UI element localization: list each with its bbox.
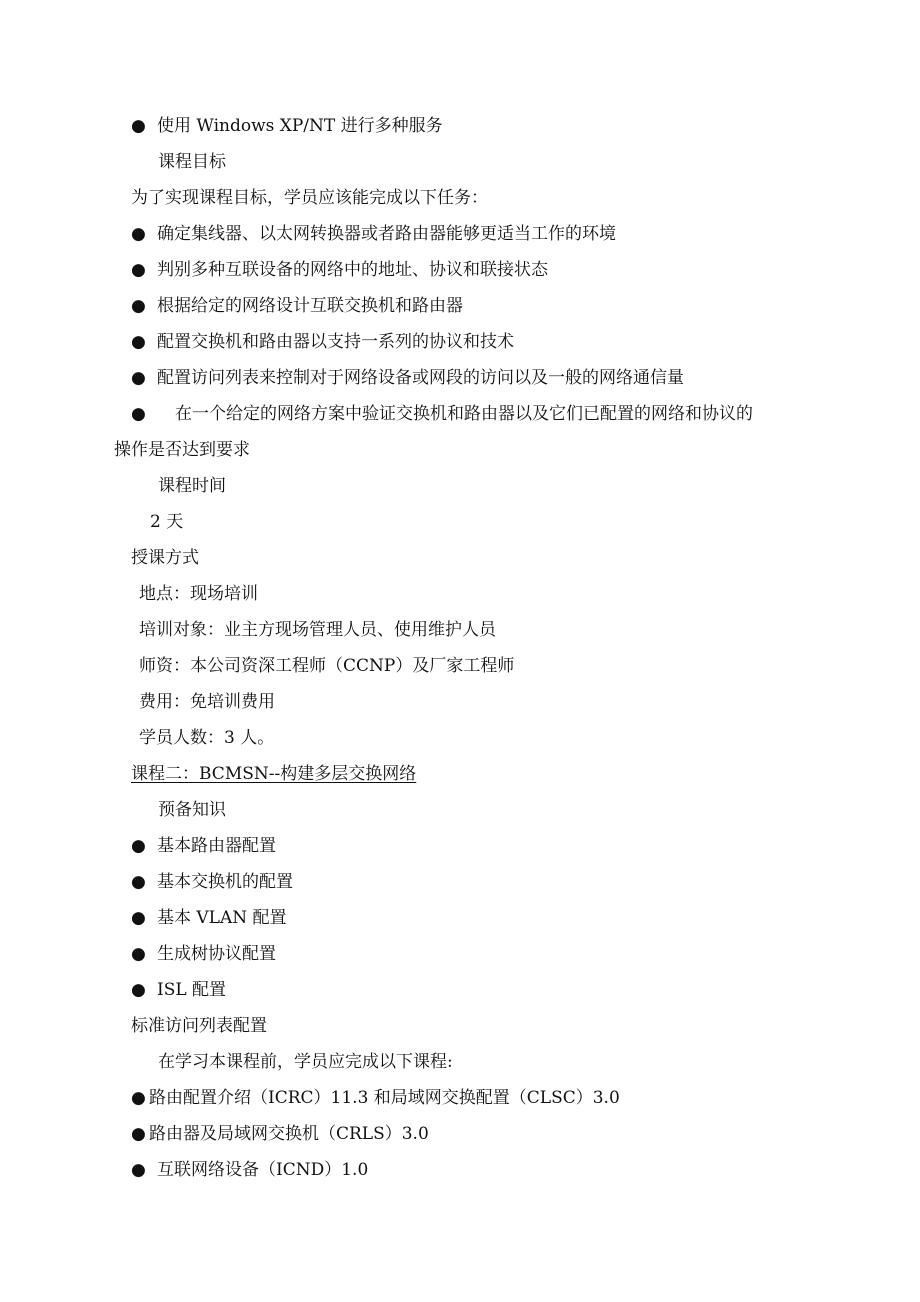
bullet-icon: ● [131, 1160, 146, 1180]
bullet-item [131, 331, 514, 353]
section-heading-prerequisites: 预备知识 [158, 800, 226, 820]
bullet-icon: ● [131, 116, 146, 136]
bullet-icon: ● [131, 260, 146, 280]
bullet-text: ISL 配置 [157, 980, 227, 1000]
bullet-text: 确定集线器、以太网转换器或者路由器能够更适当工作的环境 [157, 224, 616, 244]
bullet-icon: ● [131, 1124, 146, 1144]
bullet-icon: ● [131, 224, 146, 244]
paragraph-text: 标准访问列表配置 [131, 1016, 267, 1036]
bullet-text: 在一个给定的网络方案中验证交换机和路由器以及它们已配置的网络和协议的 [175, 404, 753, 424]
section-heading-course-time: 课程时间 [158, 476, 226, 496]
bullet-item [131, 367, 684, 389]
bullet-item [131, 403, 753, 425]
bullet-item [131, 1159, 368, 1181]
detail-student-count: 学员人数：3 人。 [139, 728, 275, 748]
bullet-icon: ● [131, 404, 146, 424]
detail-instructors: 师资：本公司资深工程师（CCNP）及厂家工程师 [139, 656, 515, 676]
bullet-item [131, 907, 287, 929]
course-duration: 2 天 [150, 512, 184, 532]
bullet-icon: ● [131, 944, 146, 964]
course-two-title: 课程二：BCMSN--构建多层交换网络 [131, 764, 417, 784]
bullet-text: 路由器及局域网交换机（CRLS）3.0 [149, 1124, 429, 1144]
bullet-icon: ● [131, 872, 146, 892]
bullet-icon: ● [131, 1088, 146, 1108]
bullet-text: 判别多种互联设备的网络中的地址、协议和联接状态 [157, 260, 548, 280]
section-heading-course-goal: 课程目标 [158, 152, 226, 172]
bullet-text: 基本交换机的配置 [157, 872, 293, 892]
bullet-item [131, 835, 276, 857]
bullet-text: 配置交换机和路由器以支持一系列的协议和技术 [157, 332, 514, 352]
bullet-text: 基本路由器配置 [157, 836, 276, 856]
bullet-text: 根据给定的网络设计互联交换机和路由器 [157, 296, 463, 316]
bullet-text: 互联网络设备（ICND）1.0 [157, 1160, 369, 1180]
bullet-icon: ● [131, 332, 146, 352]
paragraph-text: 为了实现课程目标，学员应该能完成以下任务： [131, 188, 488, 208]
bullet-item [131, 1123, 429, 1145]
bullet-text: 使用 Windows XP/NT 进行多种服务 [157, 116, 443, 136]
bullet-icon: ● [131, 296, 146, 316]
detail-audience: 培训对象：业主方现场管理人员、使用维护人员 [139, 620, 496, 640]
paragraph-continuation: 操作是否达到要求 [114, 440, 250, 460]
detail-location: 地点：现场培训 [139, 584, 258, 604]
bullet-item [131, 115, 443, 137]
bullet-item [131, 871, 293, 893]
detail-fee: 费用：免培训费用 [139, 692, 275, 712]
bullet-item [131, 259, 548, 281]
bullet-item [131, 1087, 620, 1109]
bullet-item [131, 979, 226, 1001]
bullet-icon: ● [131, 368, 146, 388]
bullet-icon: ● [131, 980, 146, 1000]
bullet-text: 路由配置介绍（ICRC）11.3 和局域网交换配置（CLSC）3.0 [149, 1088, 620, 1108]
bullet-text: 配置访问列表来控制对于网络设备或网段的访问以及一般的网络通信量 [157, 368, 684, 388]
paragraph-text: 在学习本课程前，学员应完成以下课程: [158, 1052, 453, 1072]
bullet-item [131, 943, 276, 965]
bullet-text: 基本 VLAN 配置 [157, 908, 287, 928]
bullet-item [131, 295, 463, 317]
section-heading-teaching-method: 授课方式 [131, 548, 199, 568]
bullet-item [131, 223, 616, 245]
bullet-icon: ● [131, 836, 146, 856]
bullet-text: 生成树协议配置 [157, 944, 276, 964]
bullet-icon: ● [131, 908, 146, 928]
